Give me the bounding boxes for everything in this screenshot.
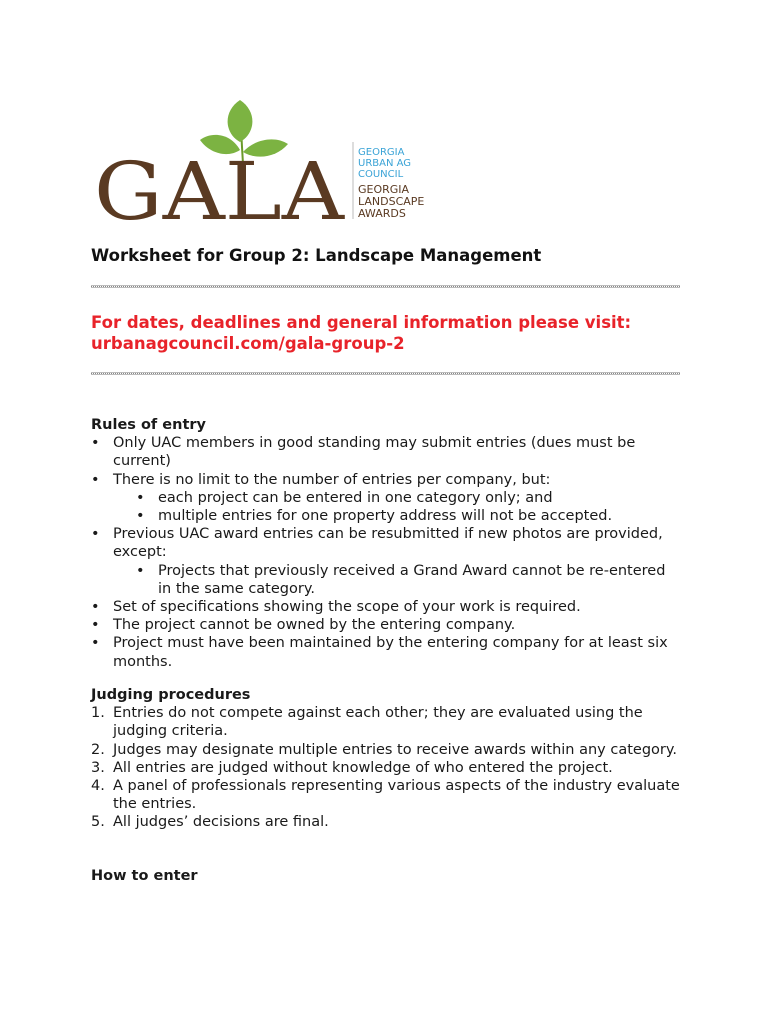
list-item: • Projects that previously received a Grand Award cannot be re-entered in the same category.: [91, 562, 680, 598]
logo-org-line: URBAN AG: [358, 158, 412, 169]
logo-org-line: COUNCIL: [358, 169, 404, 180]
rules-heading: Rules of entry: [91, 417, 206, 433]
list-item: All judges’ decisions are final.: [113, 814, 329, 831]
list-item: All entries are judged without knowledge of who entered the project.: [113, 759, 613, 776]
rules-section: [91, 416, 680, 671]
list-item: Judges may designate multiple entries to receive awards within any category.: [113, 741, 677, 758]
info-notice: [91, 312, 680, 354]
logo-wordmark: GALA: [94, 145, 346, 227]
list-item: • Previous UAC award entries can be resubmitted if new photos are provided, except: • Projects that previously received a Grand Award cannot be re-entered in the same category.: [91, 525, 680, 598]
list-item: • Set of specifications showing the scope of your work is required.: [91, 598, 680, 616]
list-item: • The project cannot be owned by the entering company.: [91, 616, 680, 634]
divider: [91, 372, 680, 375]
list-item: A panel of professionals representing various aspects of the industry evaluate the entries.: [113, 778, 680, 813]
leaf-top-icon: [228, 100, 253, 142]
how-to-enter-section: [91, 867, 680, 885]
logo-org-line: GEORGIA: [358, 147, 405, 158]
list-item: • Project must have been maintained by the entering company for at least six months.: [91, 634, 680, 670]
list-item: • multiple entries for one property address will not be accepted.: [91, 507, 680, 525]
page-title: Worksheet for Group 2: Landscape Management: [91, 246, 542, 265]
list-item: Entries do not compete against each other; they are evaluated using the judging criteria.: [113, 705, 643, 740]
divider: [91, 285, 680, 288]
logo-award-line: GEORGIA: [358, 183, 410, 196]
list-item: • Only UAC members in good standing may submit entries (dues must be current): [91, 434, 680, 470]
gala-logo: [92, 92, 442, 227]
judging-heading: Judging procedures: [91, 687, 251, 703]
judging-section: [91, 686, 680, 832]
list-item: • There is no limit to the number of entries per company, but: • each project can be entered in one category only; and • multiple entries for one property address will not be accepted.: [91, 471, 680, 526]
notice-link[interactable]: urbanagcouncil.com/gala-group-2: [91, 334, 405, 353]
how-to-enter-heading: How to enter: [91, 868, 198, 884]
logo-award-line: AWARDS: [358, 207, 406, 220]
list-item: • each project can be entered in one category only; and: [91, 489, 680, 507]
logo-award-line: LANDSCAPE: [358, 195, 425, 208]
notice-text: For dates, deadlines and general information please visit:: [91, 313, 632, 332]
